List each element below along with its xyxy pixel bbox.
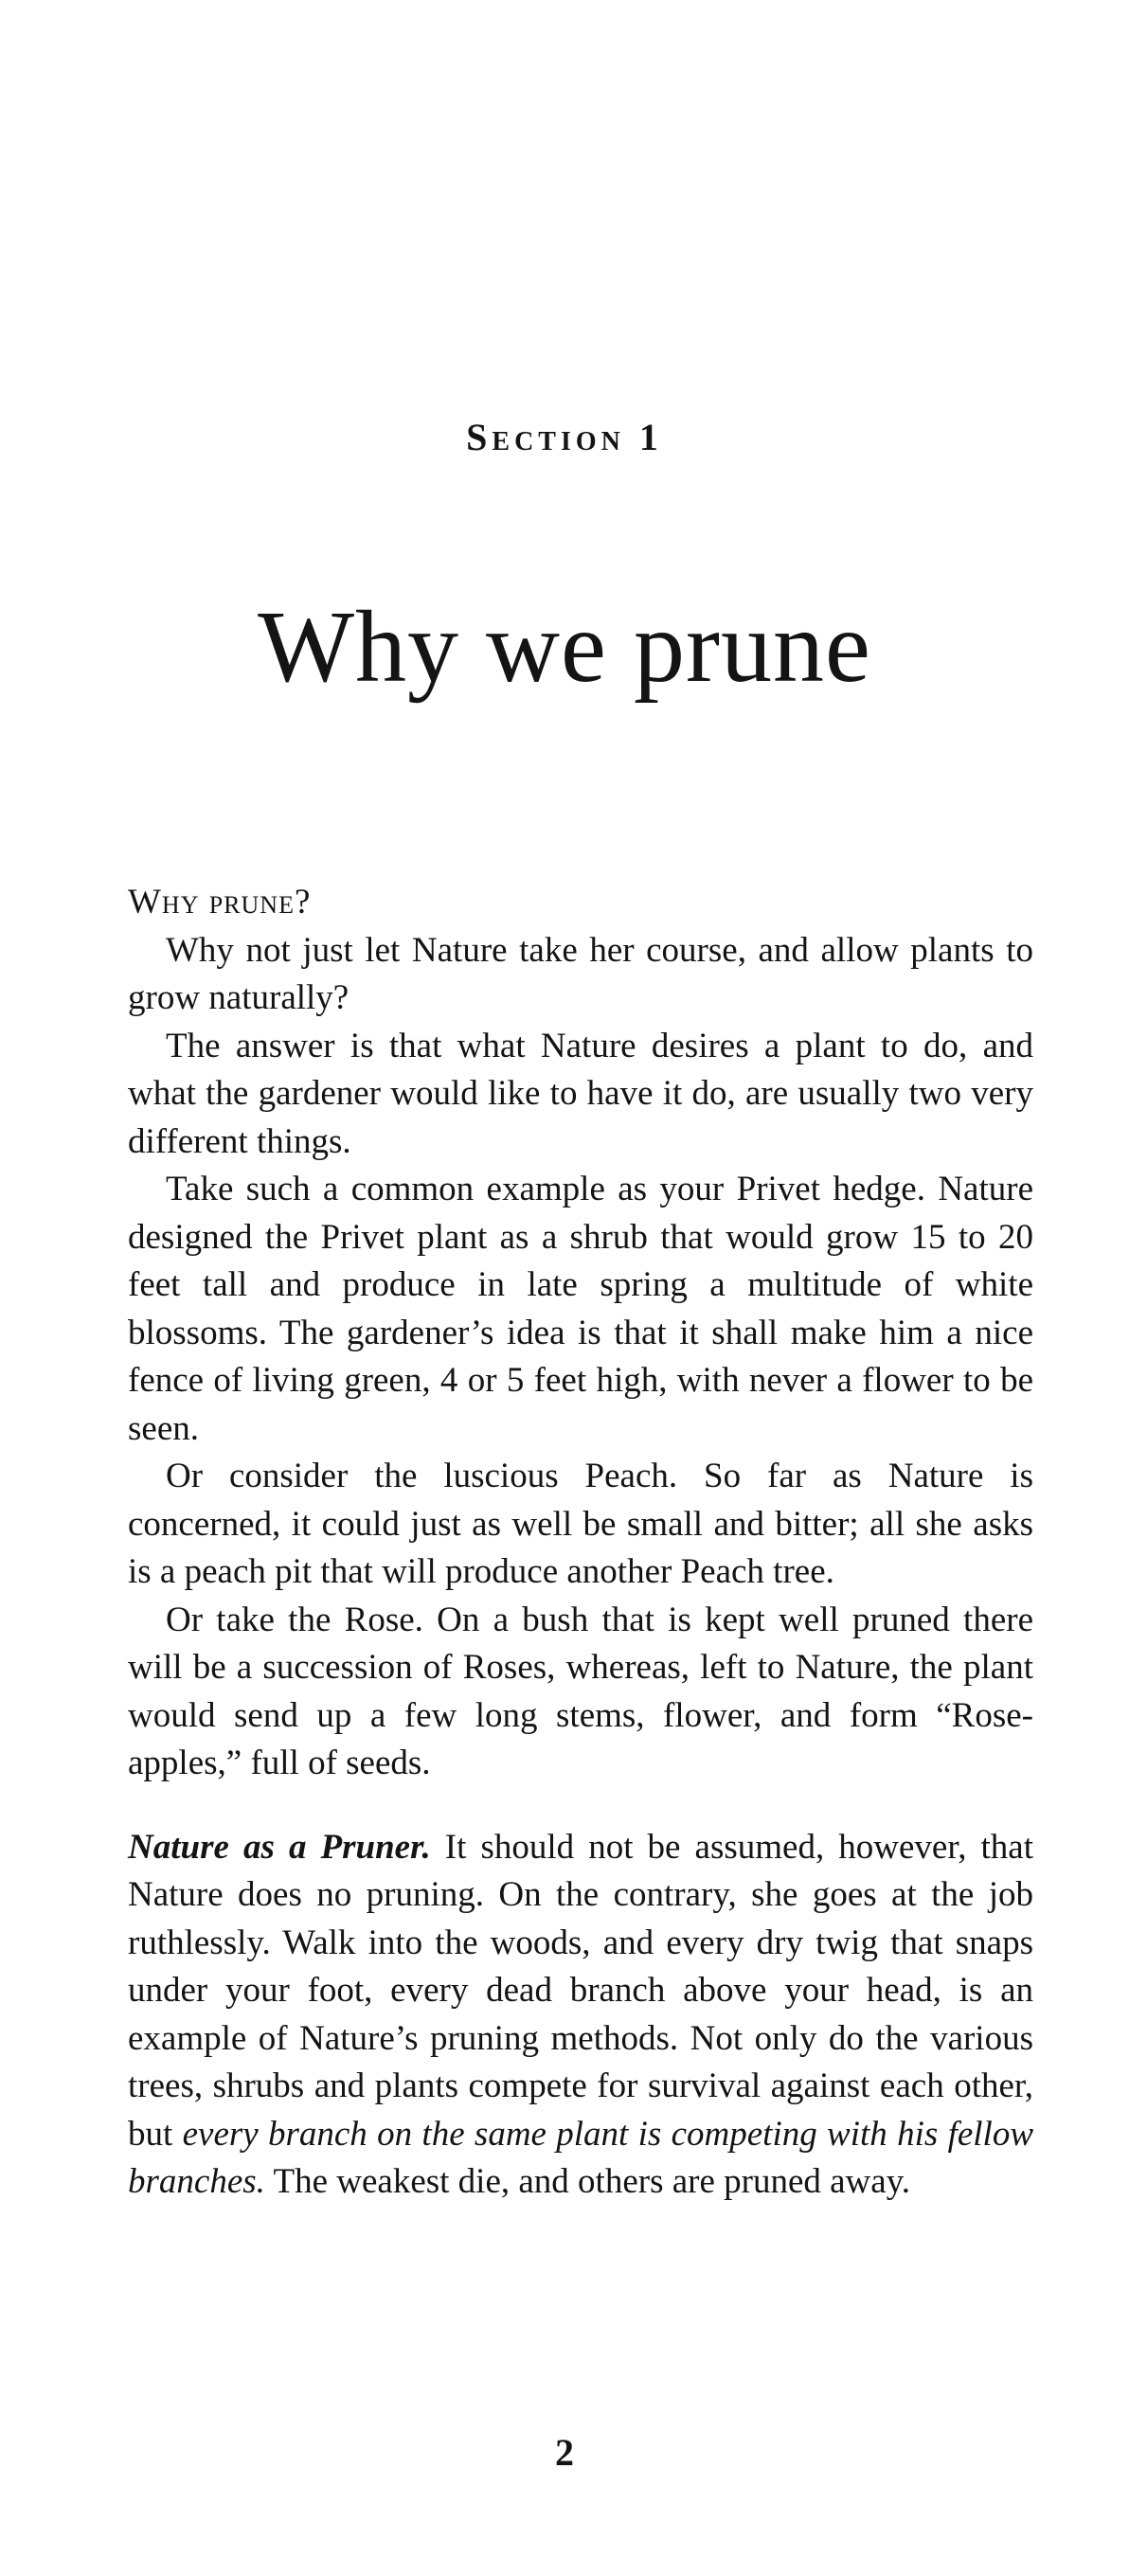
run-in-heading (128, 879, 1033, 927)
pruner-text-1: It should not be assumed, however, that Nature does no pruning. On the contrary, she goes at the job ruthlessly. Walk into the woods, and every dry twig that snaps under your foot, every dead branch above your head, is an example of Nature’s pruning methods. Not only do the various trees, shrubs and plants compete for survival against each other, but (128, 1827, 1033, 2154)
paragraph: Why not just let Nature take her course, and allow plants to grow naturally? (128, 930, 1033, 1017)
body-text (128, 879, 1033, 2207)
paragraph: The answer is that what Nature desires a plant to do, and what the gardener would like to have it do, are usually two very different things. (128, 1026, 1033, 1161)
paragraph: Or consider the luscious Peach. So far as Nature is concerned, it could just as well be small and bitter; all she asks is a peach pit that will produce another Peach tree. (128, 1457, 1033, 1591)
page-number: 2 (555, 2431, 574, 2474)
section-label: Section 1 (466, 416, 663, 458)
pruner-italic-text: every branch on the same plant is competing with his fellow branches. (128, 2114, 1034, 2201)
paragraph: Or take the Rose. On a bush that is kept well pruned there will be a succession of Roses, whereas, left to Nature, the plant would send up a few long stems, flower, and form “Rose-apples,” full of seeds. (128, 1600, 1033, 1782)
pruner-paragraph (128, 1824, 1033, 2207)
paragraph: Take such a common example as your Privet hedge. Nature designed the Privet plant as a shrub that would grow 15 to 20 feet tall and produce in late spring a multitude of white blossoms. The gardener’s idea is that it shall make him a nice fence of living green, 4 or 5 feet high, with never a flower to be seen. (128, 1170, 1033, 1448)
heading-why-prune: Why prune? (128, 883, 312, 921)
pruner-lead-in: Nature as a Pruner. (128, 1827, 431, 1867)
pruner-text-2: The weakest die, and others are pruned away. (264, 2162, 911, 2201)
chapter-title: Why we prune (258, 591, 871, 704)
